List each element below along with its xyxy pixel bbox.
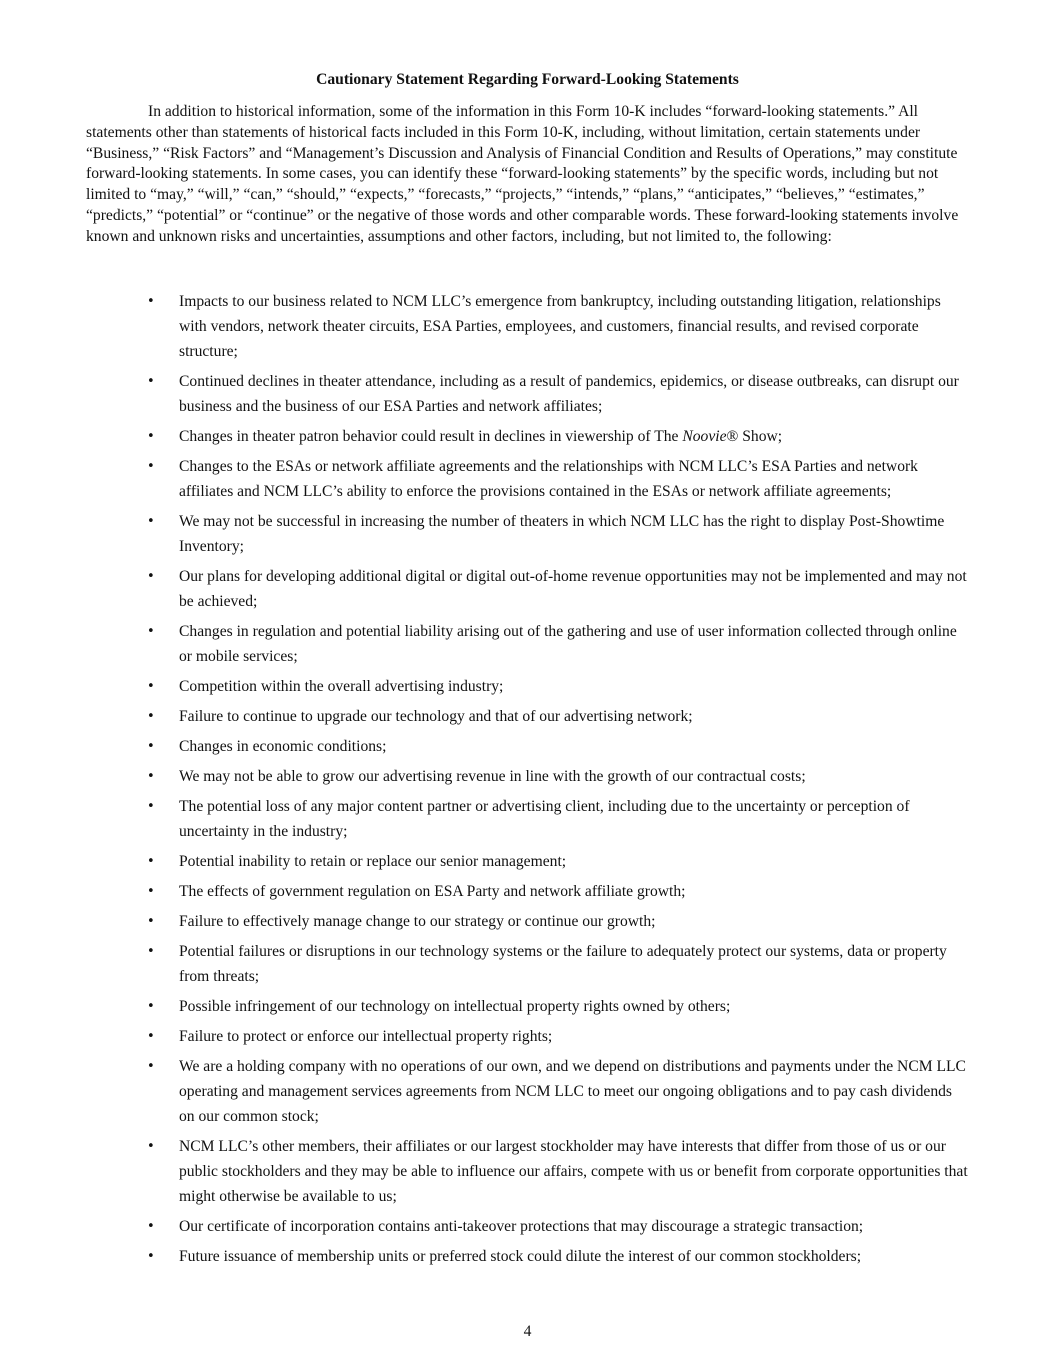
bullet-icon: • (147, 294, 155, 309)
list-item-text: Changes to the ESAs or network affiliate agreements and the relationships with NCM LLC’s ESA Parties and network affiliates and NCM LLC’s ability to enforce the provisions contained in the ESAs or network affiliate agreements; (179, 458, 918, 500)
list-item-text: Failure to protect or enforce our intellectual property rights; (179, 1028, 553, 1045)
bullet-icon: • (147, 459, 155, 474)
list-item (0, 994, 969, 1019)
bullet-icon: • (147, 624, 155, 639)
list-item (0, 1054, 969, 1129)
list-item (0, 289, 969, 364)
risk-factor-list (0, 289, 1055, 1274)
bullet-icon: • (147, 1139, 155, 1154)
list-item (0, 454, 969, 504)
bullet-icon: • (147, 914, 155, 929)
list-item-text: Potential failures or disruptions in our technology systems or the failure to adequately protect our systems, data or property from threats; (179, 943, 947, 985)
list-item-text: We may not be successful in increasing the number of theaters in which NCM LLC has the right to display Post-Showtime Inventory; (179, 513, 945, 555)
page-number: 4 (523, 1323, 532, 1340)
list-item-text: Future issuance of membership units or preferred stock could dilute the interest of our common stockholders; (179, 1248, 862, 1265)
list-item (0, 1214, 969, 1239)
list-item-text: We may not be able to grow our advertising revenue in line with the growth of our contractual costs; (179, 768, 806, 785)
intro-paragraph: In addition to historical information, some of the information in this Form 10-K includes “forward-looking statements.” All statements other than statements of historical facts included in this Form 10-K, including, without limitation, certain statements under “Business,” “Risk Factors” and “Management’s Discussion and Analysis of Financial Condition and Results of Operations,” may constitute forward-looking statements. In some cases, you can identify these “forward-looking statements” by the specific words, including but not limited to “may,” “will,” “can,” “should,” “expects,” “forecasts,” “projects,” “intends,” “plans,” “anticipates,” “believes,” “estimates,” “predicts,” “potential” or “continue” or the negative of those words and other comparable words. These forward-looking statements involve known and unknown risks and uncertainties, assumptions and other factors, including, but not limited to, the following: (86, 103, 959, 245)
list-item-text: Our certificate of incorporation contains anti-takeover protections that may discourage a strategic transaction; (179, 1218, 864, 1235)
bullet-icon: • (147, 999, 155, 1014)
list-item (0, 424, 969, 449)
list-item (0, 879, 969, 904)
bullet-icon: • (147, 854, 155, 869)
list-item (0, 794, 969, 844)
bullet-icon: • (147, 769, 155, 784)
list-item-text (179, 428, 782, 445)
bullet-icon: • (147, 429, 155, 444)
bullet-icon: • (147, 1029, 155, 1044)
list-item (0, 909, 969, 934)
list-item (0, 1134, 969, 1209)
list-item (0, 564, 969, 614)
list-item-italic-term: Noovie (682, 428, 727, 445)
list-item-text: Failure to effectively manage change to our strategy or continue our growth; (179, 913, 656, 930)
list-item (0, 1244, 969, 1269)
list-item (0, 939, 969, 989)
bullet-icon: • (147, 1219, 155, 1234)
bullet-icon: • (147, 709, 155, 724)
list-item-text: Impacts to our business related to NCM LLC’s emergence from bankruptcy, including outstanding litigation, relationships with vendors, network theater circuits, ESA Parties, employees, and customers, financial results, and revised corporate structure; (179, 293, 941, 360)
bullet-icon: • (147, 944, 155, 959)
bullet-icon: • (147, 1249, 155, 1264)
list-item (0, 369, 969, 419)
list-item (0, 764, 969, 789)
list-item-text: Failure to continue to upgrade our technology and that of our advertising network; (179, 708, 693, 725)
list-item-text: We are a holding company with no operations of our own, and we depend on distributions and payments under the NCM LLC operating and management services agreements from NCM LLC to meet our ongoing obligations and to pay cash dividends on our common stock; (179, 1058, 966, 1125)
list-item-text-part: ® Show; (726, 428, 783, 445)
bullet-icon: • (147, 514, 155, 529)
bullet-icon: • (147, 799, 155, 814)
list-item-text: Changes in regulation and potential liability arising out of the gathering and use of user information collected through online or mobile services; (179, 623, 957, 665)
list-item (0, 509, 969, 559)
section-title: Cautionary Statement Regarding Forward-Looking Statements (316, 71, 739, 88)
list-item-text: Our plans for developing additional digital or digital out-of-home revenue opportunities may not be implemented and may not be achieved; (179, 568, 967, 610)
list-item-text-part: Changes in theater patron behavior could result in declines in viewership of The (179, 428, 683, 445)
bullet-icon: • (147, 679, 155, 694)
list-item-text: Continued declines in theater attendance, including as a result of pandemics, epidemics, or disease outbreaks, can disrupt our business and the business of our ESA Parties and network affiliates; (179, 373, 959, 415)
list-item-text: Possible infringement of our technology on intellectual property rights owned by others; (179, 998, 731, 1015)
bullet-icon: • (147, 1059, 155, 1074)
list-item-text: Changes in economic conditions; (179, 738, 387, 755)
list-item-text: Potential inability to retain or replace our senior management; (179, 853, 567, 870)
list-item (0, 849, 969, 874)
list-item-text: NCM LLC’s other members, their affiliates or our largest stockholder may have interests that differ from those of us or our public stockholders and they may be able to influence our affairs, compete with us or benefit from corporate opportunities that might otherwise be available to us; (179, 1138, 968, 1205)
list-item-text: The potential loss of any major content partner or advertising client, including due to the uncertainty or perception of uncertainty in the industry; (179, 798, 910, 840)
list-item (0, 674, 969, 699)
bullet-icon: • (147, 739, 155, 754)
bullet-icon: • (147, 884, 155, 899)
bullet-icon: • (147, 569, 155, 584)
list-item-text: The effects of government regulation on ESA Party and network affiliate growth; (179, 883, 686, 900)
list-item-text: Competition within the overall advertising industry; (179, 678, 504, 695)
list-item (0, 619, 969, 669)
list-item (0, 704, 969, 729)
list-item (0, 1024, 969, 1049)
bullet-icon: • (147, 374, 155, 389)
list-item (0, 734, 969, 759)
